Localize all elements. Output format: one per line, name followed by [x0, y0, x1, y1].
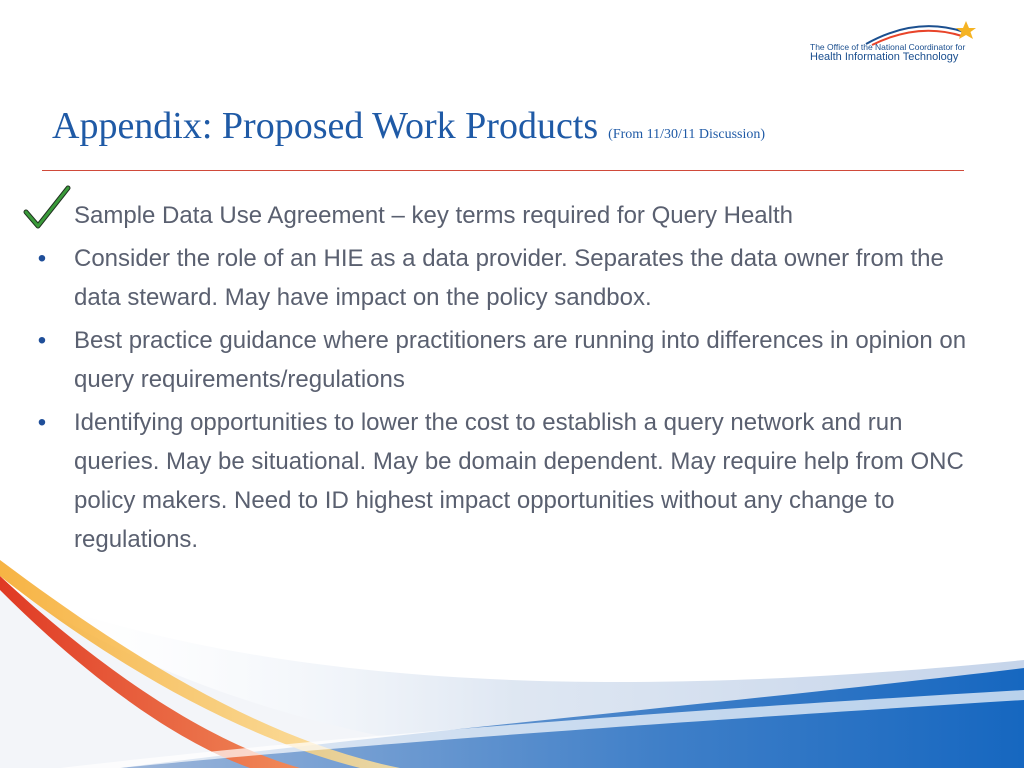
decorative-swoosh — [0, 540, 1024, 768]
bullet-text: Sample Data Use Agreement – key terms required for Query Health — [74, 202, 793, 229]
title-divider — [42, 170, 964, 171]
bullet-dot: • — [37, 245, 47, 272]
bullet-text: Consider the role of an HIE as a data provider. Separates the data owner from the data steward. May have impact on the policy sandbox. — [74, 245, 944, 311]
check-icon — [22, 182, 72, 230]
bullet-text: Identifying opportunities to lower the cost to establish a query network and run queries. May be situational. May be domain dependent. May require help from ONC policy makers. Need to ID highest impact opportunities without any change to regulations. — [74, 409, 964, 553]
bullet-item-4 — [30, 403, 980, 559]
logo-text-line1: The Office of the National Coordinator for — [810, 42, 966, 52]
title-subtitle: (From 11/30/11 Discussion) — [608, 127, 766, 142]
bullet-list — [30, 196, 980, 563]
onc-logo — [806, 18, 986, 68]
bullet-dot: • — [37, 409, 47, 436]
bullet-item-2 — [30, 239, 980, 317]
bullet-item-3 — [30, 321, 980, 399]
slide-title — [52, 104, 765, 148]
bullet-text: Best practice guidance where practitioners are running into differences in opinion on query requirements/regulations — [74, 327, 967, 393]
bullet-item-1 — [30, 196, 980, 235]
logo-text-line2: Health Information Technology — [810, 51, 959, 63]
bullet-dot: • — [37, 327, 47, 354]
title-main: Appendix: Proposed Work Products — [52, 105, 599, 147]
